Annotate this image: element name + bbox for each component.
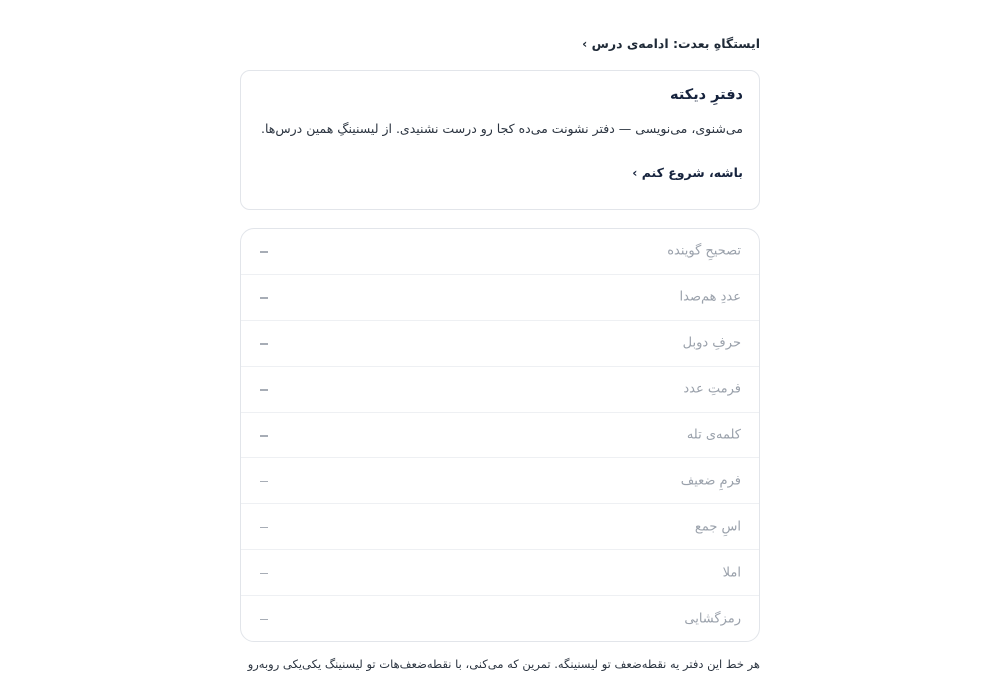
list-item[interactable] xyxy=(241,275,759,321)
list-item[interactable] xyxy=(241,413,759,459)
dash-icon xyxy=(260,619,268,621)
list-item[interactable] xyxy=(241,321,759,367)
dash-icon xyxy=(260,481,268,483)
list-item-label: فرمتِ عدد xyxy=(683,381,741,397)
dash-icon xyxy=(260,251,268,253)
list-item-label: کلمه‌ی تله xyxy=(686,427,741,443)
list-item[interactable] xyxy=(241,367,759,413)
card-description: می‌شنوی، می‌نویسی — دفتر نشونت می‌ده کجا رو درست نشنیدی. از لیسنینگِ همین درس‌ها. xyxy=(260,121,743,136)
list-item-label: حرفِ دوبل xyxy=(682,335,741,351)
list-item-label: املا xyxy=(722,565,741,581)
list-item-label: تصحیحِ گوینده xyxy=(667,243,741,259)
list-item-label: فرمِ ضعیف xyxy=(680,473,741,489)
weakness-list xyxy=(240,228,760,642)
dash-icon xyxy=(260,297,268,299)
card-title: دفترِ دیکته xyxy=(670,87,743,103)
dash-icon xyxy=(260,343,268,345)
start-button[interactable]: باشه، شروع کنم › xyxy=(632,165,743,180)
list-item[interactable] xyxy=(241,550,759,596)
list-item[interactable] xyxy=(241,504,759,550)
dash-icon xyxy=(260,573,268,575)
list-item[interactable] xyxy=(241,458,759,504)
list-item-label: اسِ جمع xyxy=(694,519,741,535)
footer-note: هر خط این دفتر یه نقطه‌ضعف تو لیسنینگه. تمرین که می‌کنی، با نقطه‌ضعف‌هات تو لیسنینگ یکی‌یکی روبه‌رو xyxy=(247,657,760,671)
dash-icon xyxy=(260,527,268,529)
next-stop-link[interactable]: ایستگاهِ بعدت: ادامه‌ی درس › xyxy=(582,36,760,51)
list-item[interactable] xyxy=(241,229,759,275)
list-item-label: رمزگشایی xyxy=(684,611,741,627)
dictation-notebook-card xyxy=(240,70,760,210)
dash-icon xyxy=(260,435,268,437)
list-item-label: عددِ هم‌صدا xyxy=(679,289,741,305)
list-item[interactable] xyxy=(241,596,759,641)
dash-icon xyxy=(260,389,268,391)
